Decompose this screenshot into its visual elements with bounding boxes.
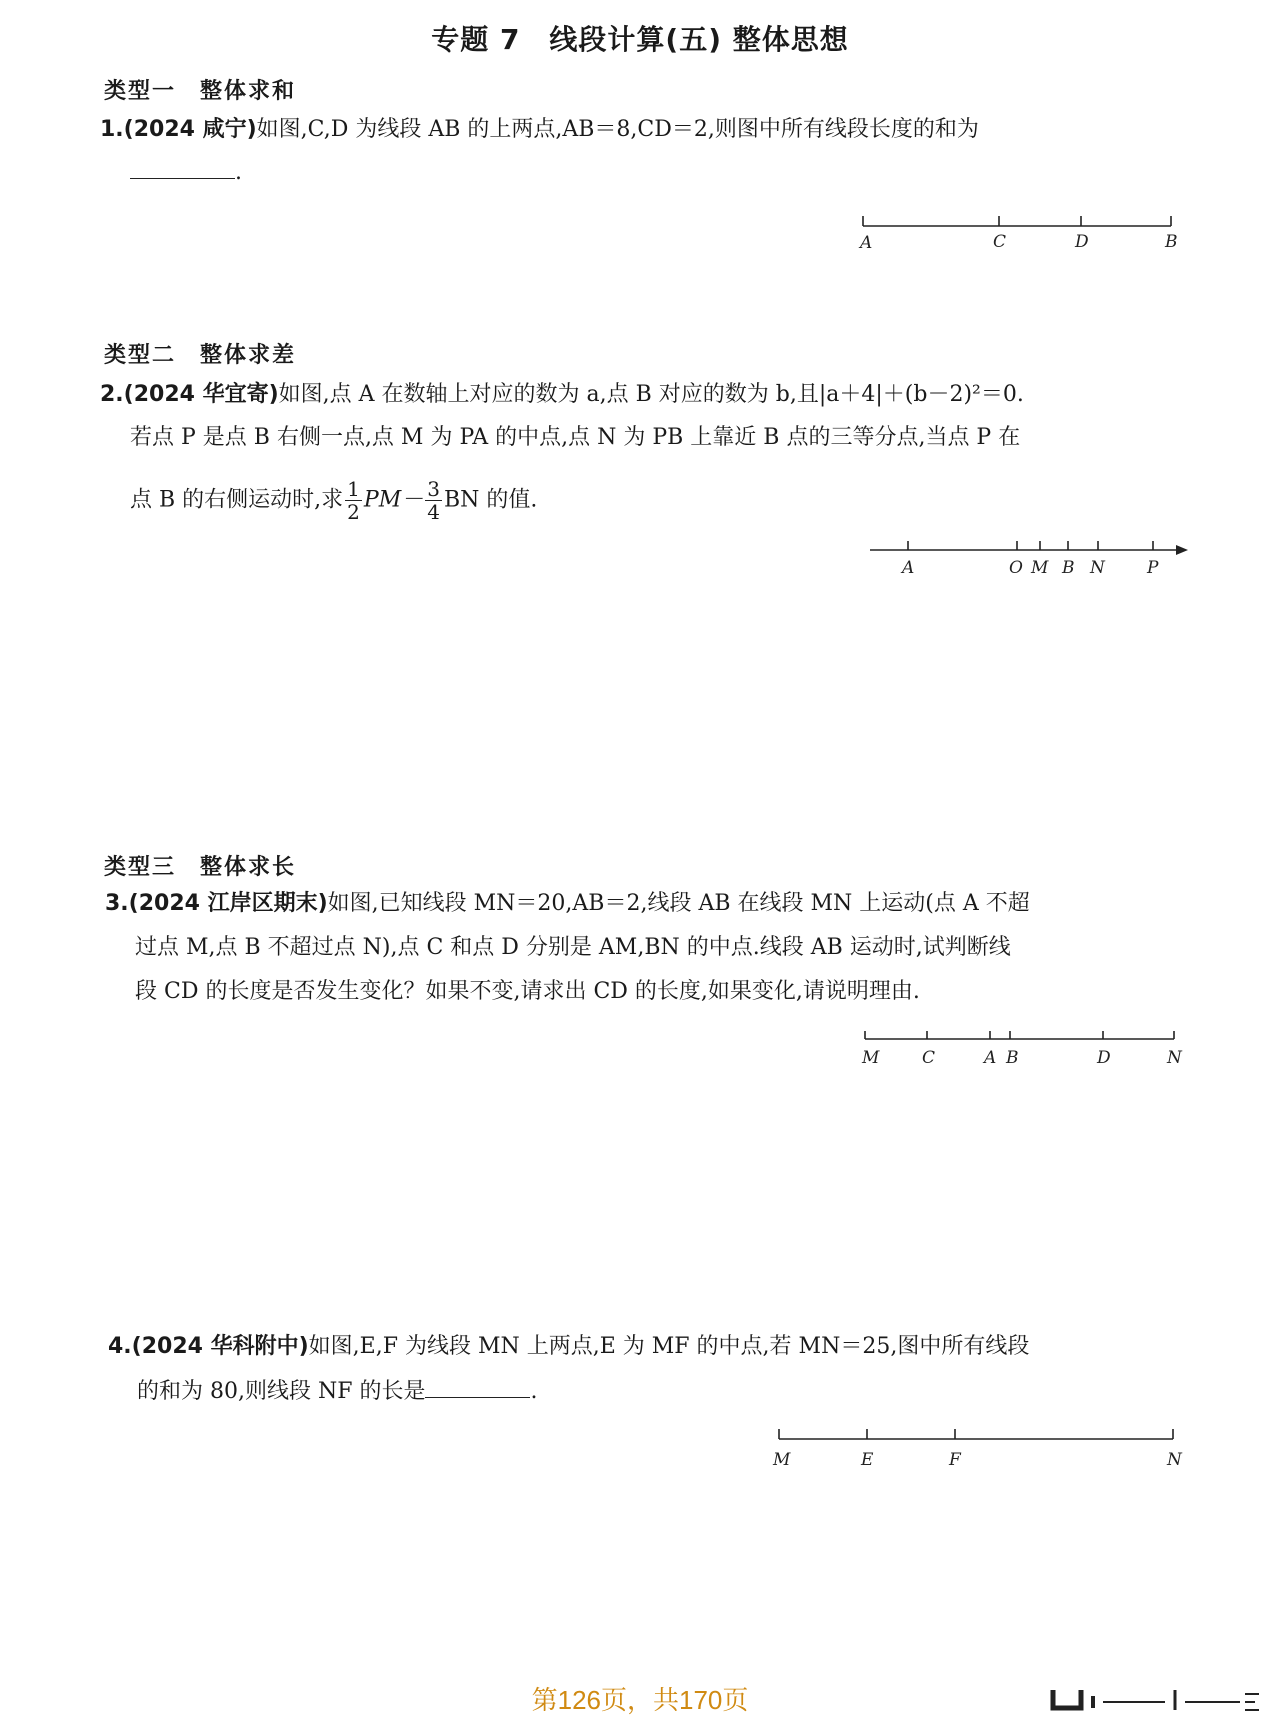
figure-1-segment: [860, 210, 1180, 255]
question-source: (2024 咸宁): [123, 117, 257, 142]
answer-blank[interactable]: [425, 1377, 530, 1398]
question-number: 1.: [100, 117, 124, 142]
question-2-line-3: [130, 478, 537, 523]
figure-3-segment: [862, 1028, 1182, 1073]
point-label: N: [1090, 558, 1105, 578]
point-label: C: [922, 1048, 936, 1068]
question-text: 如图,已知线段 MN＝20,AB＝2,线段 AB 在线段 MN 上运动(点 A 不超: [327, 891, 1030, 916]
point-label: D: [1075, 232, 1089, 252]
question-4-line-1: [108, 1332, 1029, 1362]
question-4-line-2: [137, 1377, 537, 1407]
figure-4-segment: [775, 1425, 1185, 1475]
question-text: 如图,点 A 在数轴上对应的数为 a,点 B 对应的数为 b,且|a＋4|＋(b－2)²＝0.: [278, 382, 1024, 407]
question-1-line-2: [130, 158, 242, 188]
point-label: M: [773, 1450, 791, 1470]
point-label: C: [993, 232, 1007, 252]
point-label: D: [1097, 1048, 1111, 1068]
question-number: 4.: [108, 1334, 132, 1359]
question-number: 2.: [100, 382, 124, 407]
section-heading-2: 类型二 整体求差: [104, 343, 297, 368]
point-label: B: [1006, 1048, 1019, 1068]
point-label: A: [902, 558, 915, 578]
question-2-line-1: [100, 380, 1024, 410]
question-text: 点 B 的右侧运动时,求: [130, 487, 344, 513]
question-source: (2024 江岸区期末): [128, 891, 328, 916]
question-text: 的和为 80,则线段 NF 的长是: [137, 1379, 426, 1404]
question-3-line-1: [105, 889, 1030, 919]
question-text: .: [530, 1379, 538, 1404]
point-label: P: [1147, 558, 1159, 578]
question-text: 如图,E,F 为线段 MN 上两点,E 为 MF 的中点,若 MN＝25,图中所有线段: [308, 1334, 1030, 1359]
section-heading-3: 类型三 整体求长: [104, 855, 297, 880]
point-label: A: [860, 233, 873, 253]
question-2-line-2: 若点 P 是点 B 右侧一点,点 M 为 PA 的中点,点 N 为 PB 上靠近 B 点的三等分点,当点 P 在: [130, 425, 1021, 450]
point-label: B: [1062, 558, 1075, 578]
point-label: N: [1167, 1450, 1182, 1470]
question-text: PM－: [363, 487, 424, 513]
question-text: 如图,C,D 为线段 AB 的上两点,AB＝8,CD＝2,则图中所有线段长度的和为: [256, 117, 979, 142]
point-label: F: [949, 1450, 961, 1470]
point-label: B: [1165, 232, 1178, 252]
question-source: (2024 华宜寄): [123, 382, 279, 407]
point-label: E: [861, 1450, 874, 1470]
page-title: 专题 7 线段计算(五) 整体思想: [431, 23, 849, 56]
question-text: BN 的值.: [443, 487, 538, 513]
page-indicator: 第126页，共170页: [531, 1685, 749, 1715]
question-source: (2024 华科附中): [131, 1334, 309, 1359]
fraction-three-quarters: $\frac{3}{4}$: [427, 477, 440, 524]
figure-2-number-line: [870, 538, 1190, 583]
point-label: M: [862, 1048, 880, 1068]
section-heading-1: 类型一 整体求和: [104, 79, 297, 104]
question-3-line-2: 过点 M,点 B 不超过点 N),点 C 和点 D 分别是 AM,BN 的中点.线段 AB 运动时,试判断线: [135, 935, 1011, 960]
point-label: O: [1009, 558, 1023, 578]
answer-blank[interactable]: [130, 158, 235, 179]
question-number: 3.: [105, 891, 129, 916]
point-label: M: [1031, 558, 1049, 578]
question-text: .: [235, 160, 242, 185]
fraction-one-half: $\frac{1}{2}$: [347, 477, 360, 524]
point-label: N: [1167, 1048, 1182, 1068]
question-3-line-3: 段 CD 的长度是否发生变化？如果不变,请求出 CD 的长度,如果变化,请说明理由.: [135, 979, 920, 1004]
question-1-line-1: [100, 115, 979, 145]
point-label: A: [984, 1048, 997, 1068]
